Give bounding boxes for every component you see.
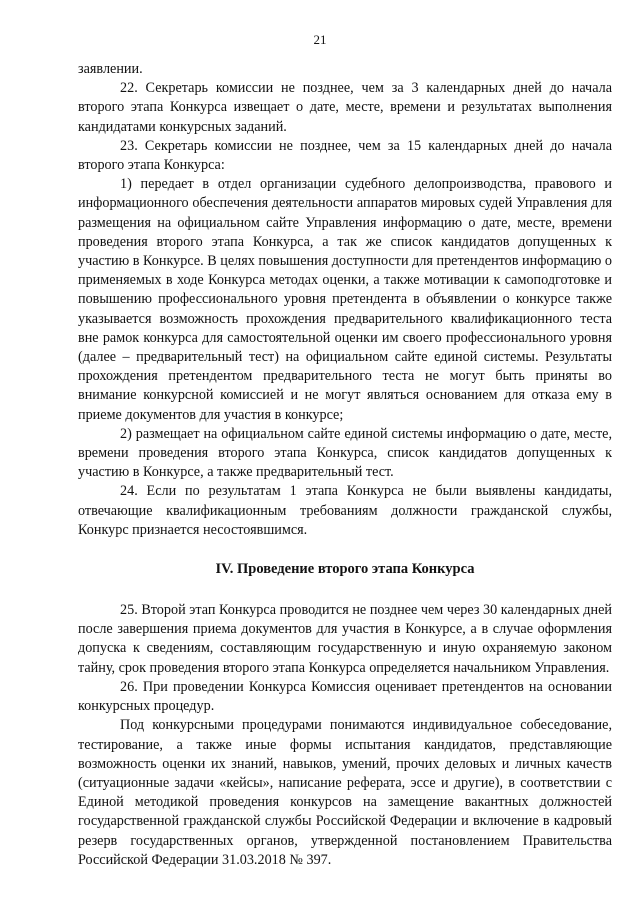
paragraph-23-item-1: 1) передает в отдел организации судебного делопроизводства, правового и информационного обеспечения деятельности аппаратов мировых судей Управления для размещения на официальном сайте Управления информацию о дате, месте, времени проведения второго этапа Конкурса, а так же список кандидатов допущенных к участию в Конкурсе. В целях повышения доступности для претендентов информацию о применяемых в ходе Конкурса методах оценки, а также мотивации к самоподготовке и повышению профессионального уровня претендента в объявлении о конкурсе также указывается возможность прохождения предварительного квалификационного теста вне рамок конкурса для самостоятельной оценки им своего профессионального уровня (далее – предварительный тест) на официальном сайте единой системы. Результаты прохождения претендентом предварительного теста не могут быть приняты во внимание конкурсной комиссией и не могут являться основанием для отказа ему в приеме документов для участия в конкурсе;: [78, 176, 612, 423]
paragraph-24: 24. Если по результатам 1 этапа Конкурса не были выявлены кандидаты, отвечающие квалификационным требованиям должности гражданской службы, Конкурс признается несостоявшимся.: [78, 483, 612, 538]
section-heading: IV. Проведение второго этапа Конкурса: [215, 561, 475, 578]
page-number: 21: [313, 32, 327, 47]
paragraph-25: 25. Второй этап Конкурса проводится не позднее чем через 30 календарных дней после завершения приема документов для участия в Конкурсе, а в случае оформления допуска к сведениям, составляющим государственную и иную охраняемую законом тайну, срок проведения второго этапа Конкурса определяется начальником Управления.: [78, 602, 612, 676]
paragraph-26-definition: Под конкурсными процедурами понимаются индивидуальное собеседование, тестирование, а также иные формы испытания кандидатов, представляющие возможность оценки их знаний, навыков, умений, прочих деловых и личных качеств (ситуационные задачи «кейсы», написание реферата, эссе и другие), в соответствии с Единой методикой проведения конкурсов на замещение вакантных должностей государственной гражданской службы Российской Федерации и включение в кадровый резерв государственных органов, утвержденной постановлением Правительства Российской Федерации 31.03.2018 № 397.: [78, 717, 612, 868]
paragraph-23-item-2: 2) размещает на официальном сайте единой системы информацию о дате, месте, времени проведения второго этапа Конкурса, список кандидатов допущенных к участию в Конкурсе, а также предварительный тест.: [78, 425, 612, 481]
paragraph-26: 26. При проведении Конкурса Комиссия оценивает претендентов на основании конкурсных процедур.: [78, 678, 612, 715]
paragraph-22: 22. Секретарь комиссии не позднее, чем за 3 календарных дней до начала второго этапа Конкурса извещает о дате, месте, времени и результатах выполнения кандидатами конкурсных заданий.: [78, 80, 612, 135]
document-body: [78, 60, 612, 870]
paragraph-continuation: заявлении.: [78, 61, 143, 77]
paragraph-23: 23. Секретарь комиссии не позднее, чем за 15 календарных дней до начала второго этапа Конкурса:: [78, 137, 612, 174]
